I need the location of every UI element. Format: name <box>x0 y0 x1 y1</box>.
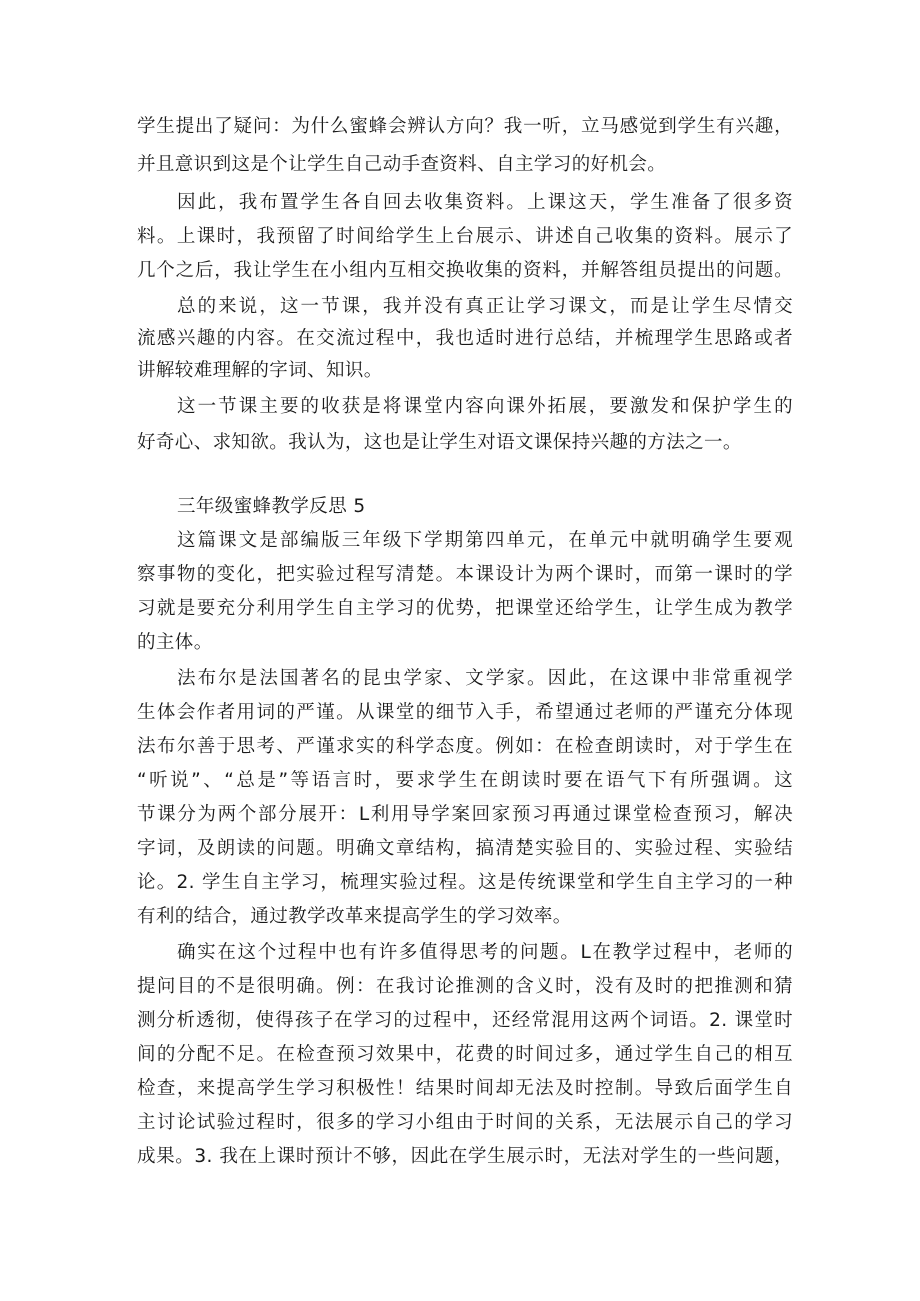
section-heading: 三年级蜜蜂教学反思 5 <box>177 496 366 517</box>
text-line: 法布尔是法国著名的昆虫学家、文学家。因此，在这课中非常重视学 <box>177 668 793 689</box>
text-line: 确实在这个过程中也有许多值得思考的问题。L在教学过程中，老师的 <box>177 942 793 963</box>
text-line: 讲解较难理解的字词、知识。 <box>137 360 383 381</box>
text-line: 检查，来提高学生学习积极性！结果时间却无法及时控制。导致后面学生自 <box>137 1078 793 1099</box>
text-line: 提问目的不是很明确。例：在我讨论推测的含义时，没有及时的把推测和猜 <box>137 976 793 997</box>
text-line: 料。上课时，我预留了时间给学生上台展示、讲述自己收集的资料。展示了 <box>137 226 793 247</box>
text-line: 因此，我布置学生各自回去收集资料。上课这天，学生准备了很多资 <box>177 192 793 213</box>
text-line: 论。2. 学生自主学习，梳理实验过程。这是传统课堂和学生自主学习的一种 <box>137 872 793 893</box>
text-line: 间的分配不足。在检查预习效果中，花费的时间过多，通过学生自己的相互 <box>137 1044 793 1065</box>
text-line: 生体会作者用词的严谨。从课堂的细节入手，希望通过老师的严谨充分体现 <box>137 702 793 723</box>
text-line: 好奇心、求知欲。我认为，这也是让学生对语文课保持兴趣的方法之一。 <box>137 432 742 453</box>
text-line: 节课分为两个部分展开：L利用导学案回家预习再通过课堂检查预习，解决 <box>137 804 793 825</box>
text-line: 总的来说，这一节课，我并没有真正让学习课文，而是让学生尽情交 <box>177 296 793 317</box>
text-line: 法布尔善于思考、严谨求实的科学态度。例如：在检查朗读时，对于学生在 <box>137 736 793 757</box>
text-line: 主讨论试验过程时，很多的学习小组由于时间的关系，无法展示自己的学习 <box>137 1112 793 1133</box>
text-line: 几个之后，我让学生在小组内互相交换收集的资料，并解答组员提出的问题。 <box>137 260 793 281</box>
text-line: 这一节课主要的收获是将课堂内容向课外拓展，要激发和保护学生的 <box>177 396 793 417</box>
text-line: 并且意识到这是个让学生自己动手查资料、自主学习的好机会。 <box>137 154 667 175</box>
text-line: 测分析透彻，使得孩子在学习的过程中，还经常混用这两个词语。2. 课堂时 <box>137 1010 793 1031</box>
text-line: 这篇课文是部编版三年级下学期第四单元，在单元中就明确学生要观 <box>177 530 793 551</box>
text-line: 察事物的变化，把实验过程写清楚。本课设计为两个课时，而第一课时的学 <box>137 564 793 585</box>
text-line: 有利的结合，通过教学改革来提高学生的学习效率。 <box>137 906 572 927</box>
text-line: 学生提出了疑问：为什么蜜蜂会辨认方向？我一听，立马感觉到学生有兴趣， <box>137 116 793 137</box>
text-line: 字词，及朗读的问题。明确文章结构，搞清楚实验目的、实验过程、实验结 <box>137 838 793 859</box>
text-line: 成果。3. 我在上课时预计不够，因此在学生展示时，无法对学生的一些问题， <box>137 1146 793 1167</box>
text-line: 的主体。 <box>137 632 213 653</box>
text-line: 流感兴趣的内容。在交流过程中，我也适时进行总结，并梳理学生思路或者 <box>137 328 793 349</box>
text-line: “听说”、“总是”等语言时，要求学生在朗读时要在语气下有所强调。这 <box>137 770 793 791</box>
text-line: 习就是要充分利用学生自主学习的优势，把课堂还给学生，让学生成为教学 <box>137 598 793 619</box>
